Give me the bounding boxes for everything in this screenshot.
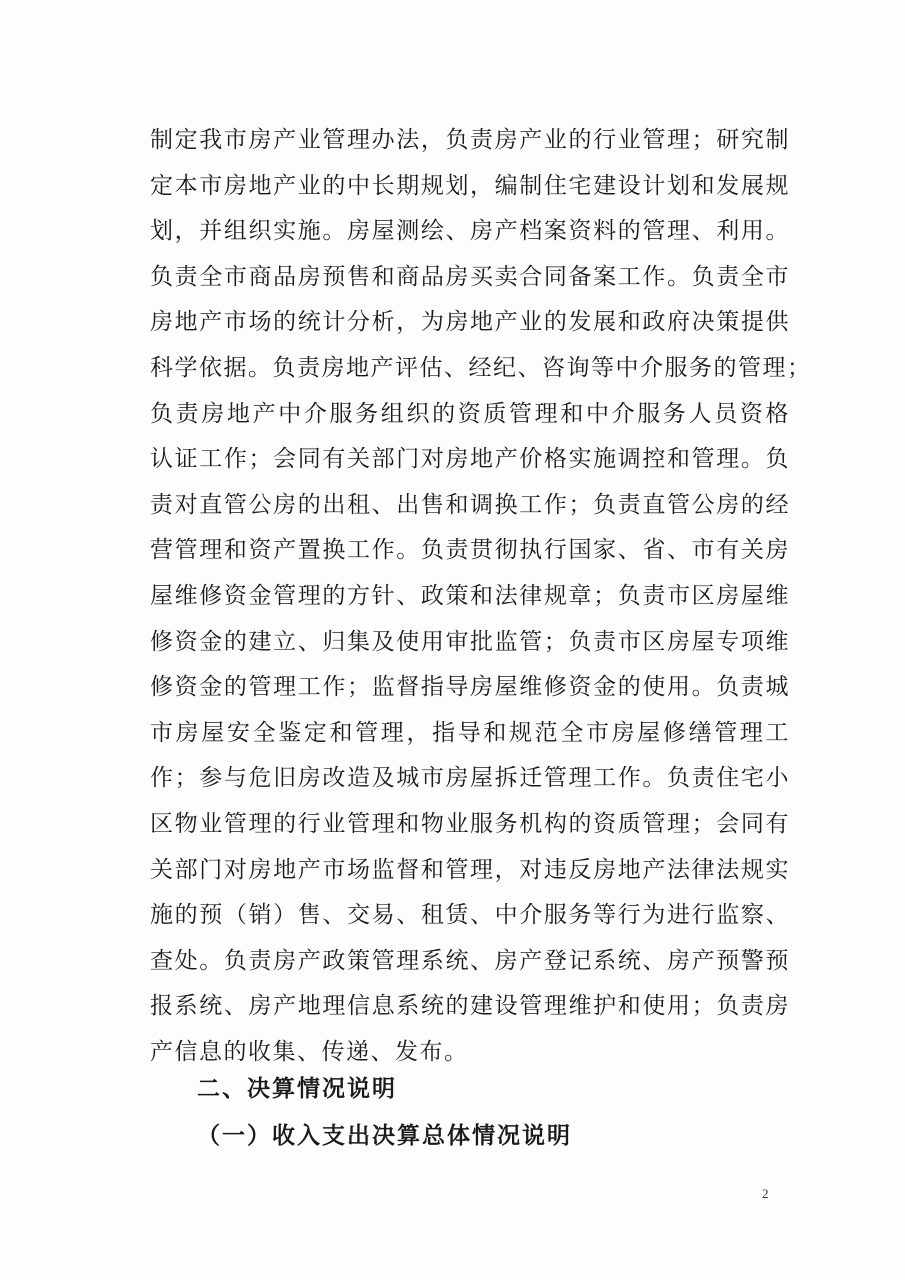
paragraph-line: 定本市房地产业的中长期规划，编制住宅建设计划和发展规 bbox=[150, 172, 790, 199]
paragraph-line: 认证工作；会同有关部门对房地产价格实施调控和管理。负 bbox=[150, 446, 790, 473]
paragraph-line: 关部门对房地产市场监督和管理，对违反房地产法律法规实 bbox=[150, 856, 790, 883]
page-number: 2 bbox=[762, 1186, 769, 1201]
section-heading: 二、决算情况说明 bbox=[197, 1076, 397, 1102]
paragraph-line: 修资金的管理工作；监督指导房屋维修资金的使用。负责城 bbox=[150, 674, 790, 701]
paragraph-line: 房地产市场的统计分析，为房地产业的发展和政府决策提供 bbox=[150, 309, 790, 336]
paragraph-line: 责对直管公房的出租、出售和调换工作；负责直管公房的经 bbox=[150, 491, 790, 518]
paragraph-line: 市房屋安全鉴定和管理，指导和规范全市房屋修缮管理工 bbox=[150, 719, 790, 746]
paragraph-line: 科学依据。负责房地产评估、经纪、咨询等中介服务的管理； bbox=[150, 354, 812, 381]
paragraph-line: 修资金的建立、归集及使用审批监管；负责市区房屋专项维 bbox=[150, 628, 790, 655]
paragraph-line: 负责房地产中介服务组织的资质管理和中介服务人员资格 bbox=[150, 400, 790, 427]
paragraph-line: 产信息的收集、传递、发布。 bbox=[150, 1038, 469, 1065]
paragraph-line: 查处。负责房产政策管理系统、房产登记系统、房产预警预 bbox=[150, 947, 790, 974]
paragraph-line: 划，并组织实施。房屋测绘、房产档案资料的管理、利用。 bbox=[150, 218, 790, 245]
paragraph-line: 负责全市商品房预售和商品房买卖合同备案工作。负责全市 bbox=[150, 263, 790, 290]
paragraph-line: 屋维修资金管理的方针、政策和法律规章；负责市区房屋维 bbox=[150, 582, 790, 609]
paragraph-line: 区物业管理的行业管理和物业服务机构的资质管理；会同有 bbox=[150, 810, 790, 837]
paragraph-line: 作；参与危旧房改造及城市房屋拆迁管理工作。负责住宅小 bbox=[150, 765, 790, 792]
subsection-heading: （一）收入支出决算总体情况说明 bbox=[197, 1123, 572, 1149]
paragraph-line: 制定我市房产业管理办法，负责房产业的行业管理；研究制 bbox=[150, 127, 790, 153]
paragraph-line: 报系统、房产地理信息系统的建设管理维护和使用；负责房 bbox=[150, 993, 790, 1020]
paragraph-line: 施的预（销）售、交易、租赁、中介服务等行为进行监察、 bbox=[150, 902, 790, 929]
paragraph-line: 营管理和资产置换工作。负责贯彻执行国家、省、市有关房 bbox=[150, 537, 790, 564]
body-paragraph bbox=[150, 118, 812, 1075]
